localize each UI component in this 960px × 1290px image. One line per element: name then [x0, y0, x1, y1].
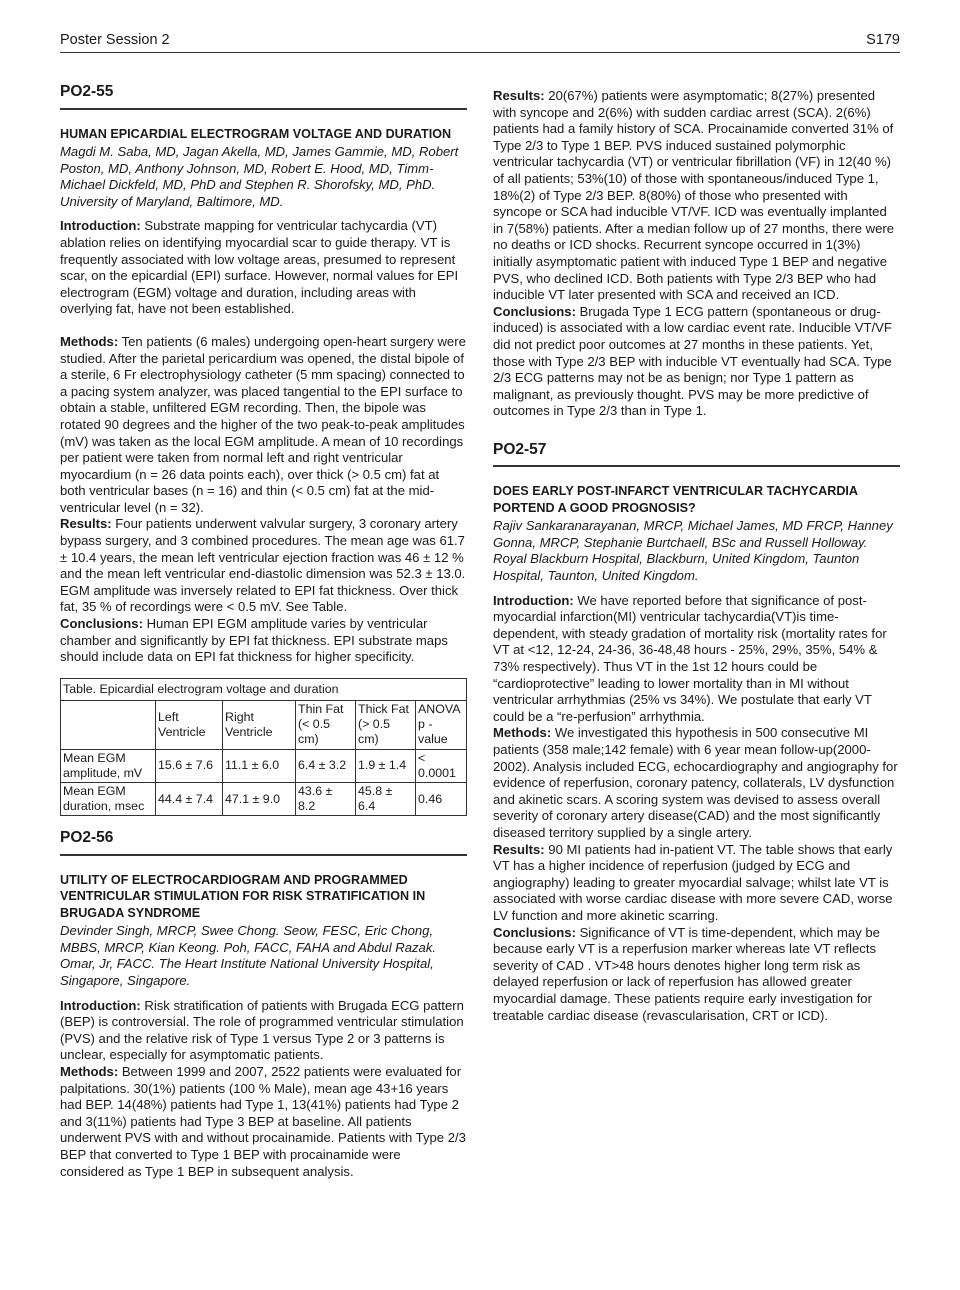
- page-header: [60, 30, 900, 53]
- results-label: Results:: [493, 88, 545, 103]
- introduction-text: Substrate mapping for ventricular tachycardia (VT) ablation relies on identifying myocardial scar to guide therapy. VT is frequently associated with low voltage areas, presumed to represent scar, on the epicardial (EPI) surface. However, normal values for EPI electrogram (EGM) voltage and duration, including areas with overlying fat, have not been established.: [60, 218, 459, 317]
- table-cell: Mean EGM duration, msec: [61, 783, 156, 816]
- results-label: Results:: [493, 841, 545, 857]
- table-cell: < 0.0001: [416, 749, 467, 782]
- table-row: [61, 783, 467, 816]
- table-cell: 43.6 ± 8.2: [296, 783, 356, 816]
- results-paragraph: [493, 88, 900, 304]
- right-column: [493, 88, 900, 1024]
- introduction-label: Introduction:: [493, 592, 574, 608]
- table-cell: 45.8 ± 6.4: [356, 783, 416, 816]
- conclusions-text: Brugada Type 1 ECG pattern (spontaneous or drug-induced) is associated with a low cardiac event rate. Inducible VT/VF did not predict poor outcomes at 27 months in these patients. Yet, those with Type 2/3 BEP with inducible VT eventually had SCA. Type 2/3 ECG patterns may not be as benign; nor Type 1 pattern as malignant, as previously thought. PVS may be more predictive of outcomes in Type 2/3 than in Type 1.: [493, 303, 892, 419]
- results-text: 20(67%) patients were asymptomatic; 8(27%) presented with syncope and 2(6%) with sudden cardiac arrest (SCA). 2(6%) patients had a family history of SCA. Procainamide converted 31% of Type 2/3 to Type 1 BEP. PVS induced sustained polymorphic ventricular tachycardia (VT) or ventricular fibrillation (VF) in 12(40 %) of all patients; 53%(10) of those with spontaneous/induced Type 1, 18%(2) of Type 2/3 BEP. 8(80%) of those who presented with syncope or SCA had inducible VT/VF. ICD was eventually implanted in 7(58%) patients. After a median follow up of 27 months, there were no deaths or ICD shocks. Recurrent syncope occurred in 1(3%) initially asymptomatic patient with induced Type 1 BEP and negative PVS, who declined ICD. Both patients with Type 2/3 BEP who had inducible VT later presented with SCA and received an ICD.: [493, 88, 895, 303]
- abstract-po2-57: [493, 442, 900, 1024]
- methods-text: Ten patients (6 males) undergoing open-heart surgery were studied. After the parietal pericardium was opened, the distal bipole of a sterile, 6 Fr electrophysiology catheter (5 mm spacing) connected to a pacing system analyzer, was placed tangential to the EPI surface to obtain a stable, unfiltered EGM recording. Then, the bipole was rotated 90 degrees and the higher of the two peak-to-peak amplitudes (mV) was taken as the local EGM amplitude. A mean of 10 recordings per patient were taken from normal left and right ventricular myocardium (n = 26 data points each), over thick (> 0.5 cm) fat at both ventricular bases (n = 16) and thin (< 0.5 cm) fat at the mid-ventricular level (n = 32).: [60, 333, 466, 515]
- table-header-cell: ANOVA p - value: [416, 701, 467, 750]
- conclusions-paragraph: [60, 616, 467, 666]
- introduction-text: We have reported before that significance of post-myocardial infarction(MI) ventricular tachycardia(VT)is time-dependent, with steady gradation of mortality risk (mortality rates for VT at <12, 12-24, 24-36, 36-48,48 hours - 25%, 29%, 35%, 54% & 73% respectively). Thus VT in the 1st 12 hours could be “cardioprotective” leading to lower mortality than in MI without ventricular arrhythmias (25% vs 34%). We postulate that early VT could be a “re-perfusion” arrhythmia.: [493, 592, 887, 724]
- table-row: [61, 749, 467, 782]
- methods-text: Between 1999 and 2007, 2522 patients were evaluated for palpitations. 30(1%) patients (100 % Male), mean age 43+16 years had BEP. 14(48%) patients had Type 1, 13(41%) patients had Type 2 and 3(11%) patients had Type 3 BEP at baseline. All patients underwent PVS with and without procainamide. Patients with Type 2/3 BEP that converted to Type 1 BEP with procainamide were considered as Type 1 BEP in subsequent analysis.: [60, 1064, 466, 1179]
- conclusions-label: Conclusions:: [60, 616, 143, 632]
- table-header-cell: Left Ventricle: [156, 701, 223, 750]
- table-header-cell: Thick Fat (> 0.5 cm): [356, 701, 416, 750]
- introduction-paragraph: [60, 998, 467, 1064]
- results-label: Results:: [60, 516, 112, 532]
- abstract-id: PO2-57: [493, 442, 900, 468]
- abstract-id: PO2-55: [60, 84, 467, 110]
- table-cell: 11.1 ± 6.0: [223, 749, 296, 782]
- methods-paragraph: [60, 334, 467, 517]
- table-caption: Table. Epicardial electrogram voltage and duration: [61, 678, 467, 700]
- introduction-label: Introduction:: [60, 218, 141, 234]
- introduction-text: Risk stratification of patients with Brugada ECG pattern (BEP) is controversial. The role of programmed ventricular stimulation (PVS) and the relative risk of Type 1 versus Type 2 or 3 patterns is unclear, especially for asymptomatic patients.: [60, 997, 464, 1063]
- table-cell: 0.46: [416, 783, 467, 816]
- table-cell: Mean EGM amplitude, mV: [61, 749, 156, 782]
- introduction-paragraph: [60, 218, 467, 318]
- introduction-label: Introduction:: [60, 997, 141, 1013]
- methods-label: Methods:: [60, 1064, 119, 1079]
- results-paragraph: [60, 516, 467, 616]
- abstract-po2-55: [60, 84, 467, 816]
- table-header-cell: [61, 701, 156, 750]
- results-text: Four patients underwent valvular surgery, 3 coronary artery bypass surgery, and 3 combined procedures. The mean age was 61.7 ± 10.4 years, the mean left ventricular ejection fraction was 46 ± 12 % and the mean left ventricular end-diastolic dimension was 52.3 ± 13.0. EGM amplitude was inversely related to EPI fat thickness. Over thick fat, 35 % of recordings were < 0.5 mV. See Table.: [60, 516, 466, 615]
- page-number: S179: [866, 32, 900, 48]
- abstract-po2-56: [60, 830, 467, 1180]
- results-paragraph: [493, 842, 900, 925]
- abstract-title: DOES EARLY POST-INFARCT VENTRICULAR TACHYCARDIA PORTEND A GOOD PROGNOSIS?: [493, 484, 858, 515]
- abstract-authors: Rajiv Sankaranarayanan, MRCP, Michael James, MD FRCP, Hanney Gonna, MRCP, Stephanie Burtchaell, BSc and Russell Holloway. Royal Blackburn Hospital, Blackburn, United Kingdom, Taunton Hospital, Taunton, United Kingdom.: [493, 518, 893, 584]
- results-text: 90 MI patients had in-patient VT. The table shows that early VT has a higher incidence of reperfusion (judged by ECG and angiography) leading to greater myocardial salvage; whilst late VT is associated with worse cardiac disease with more severe CAD, worse LV function and more akinetic scarring.: [493, 841, 893, 923]
- conclusions-paragraph: [493, 304, 900, 420]
- table-header-cell: Right Ventricle: [223, 701, 296, 750]
- table-cell: 47.1 ± 9.0: [223, 783, 296, 816]
- methods-label: Methods:: [493, 725, 552, 741]
- introduction-paragraph: [493, 593, 900, 726]
- conclusions-label: Conclusions:: [493, 303, 576, 319]
- conclusions-label: Conclusions:: [493, 924, 576, 940]
- conclusions-text: Human EPI EGM amplitude varies by ventricular chamber and significantly by EPI fat thickness. EPI substrate maps should include data on EPI fat thickness for higher specificity.: [60, 616, 448, 665]
- abstract-authors: Magdi M. Saba, MD, Jagan Akella, MD, James Gammie, MD, Robert Poston, MD, Anthony Johnson, MD, Robert E. Hood, MD, Timm-Michael Dickfeld, MD, PhD and Stephen R. Shorofsky, MD, PhD. University of Maryland, Baltimore, MD.: [60, 144, 459, 209]
- abstract-po2-56-continued: [493, 88, 900, 420]
- table-cell: 15.6 ± 7.6: [156, 749, 223, 782]
- table-header-row: [61, 701, 467, 750]
- table-cell: 6.4 ± 3.2: [296, 749, 356, 782]
- conclusions-text: Significance of VT is time-dependent, which may be because early VT is a reperfusion marker whereas late VT reflects severity of CAD . VT>48 hours denotes higher long term risk as delayed reperfusion or lack of reperfusion has allowed greater myocardial damage. These patients require early investigation for treatable cardiac disease (revascularisation, CRT or ICD).: [493, 924, 880, 1023]
- table-cell: 44.4 ± 7.4: [156, 783, 223, 816]
- epicardial-table: [60, 678, 467, 817]
- methods-paragraph: [493, 725, 900, 841]
- methods-label: Methods:: [60, 333, 119, 349]
- methods-text: We investigated this hypothesis in 500 consecutive MI patients (358 male;142 female) with 6 year mean follow-up(2000-2002). Analysis included ECG, echocardiography and angiography for evidence of reperfusion, coronary patency, collaterals, LV dysfunction and akinetic scars. A scoring system was devised to assess overall severity of coronary artery disease(CAD) and the most significantly diseased territory supplied by a single artery.: [493, 725, 898, 840]
- table-cell: 1.9 ± 1.4: [356, 749, 416, 782]
- conclusions-paragraph: [493, 925, 900, 1025]
- abstract-authors: Devinder Singh, MRCP, Swee Chong. Seow, FESC, Eric Chong, MBBS, MRCP, Kian Keong. Poh, FACC, FAHA and Abdul Razak. Omar, Jr, FACC. The Heart Institute National University Hospital, Singapore, Singapore.: [60, 923, 437, 989]
- abstract-title: UTILITY OF ELECTROCARDIOGRAM AND PROGRAMMED VENTRICULAR STIMULATION FOR RISK STRATIFICATION IN BRUGADA SYNDROME: [60, 873, 426, 920]
- methods-paragraph: [60, 1064, 467, 1180]
- abstract-title: HUMAN EPICARDIAL ELECTROGRAM VOLTAGE AND DURATION: [60, 126, 452, 141]
- left-column: [60, 84, 467, 1180]
- table-header-cell: Thin Fat (< 0.5 cm): [296, 701, 356, 750]
- session-title: Poster Session 2: [60, 32, 170, 48]
- abstract-id: PO2-56: [60, 830, 467, 856]
